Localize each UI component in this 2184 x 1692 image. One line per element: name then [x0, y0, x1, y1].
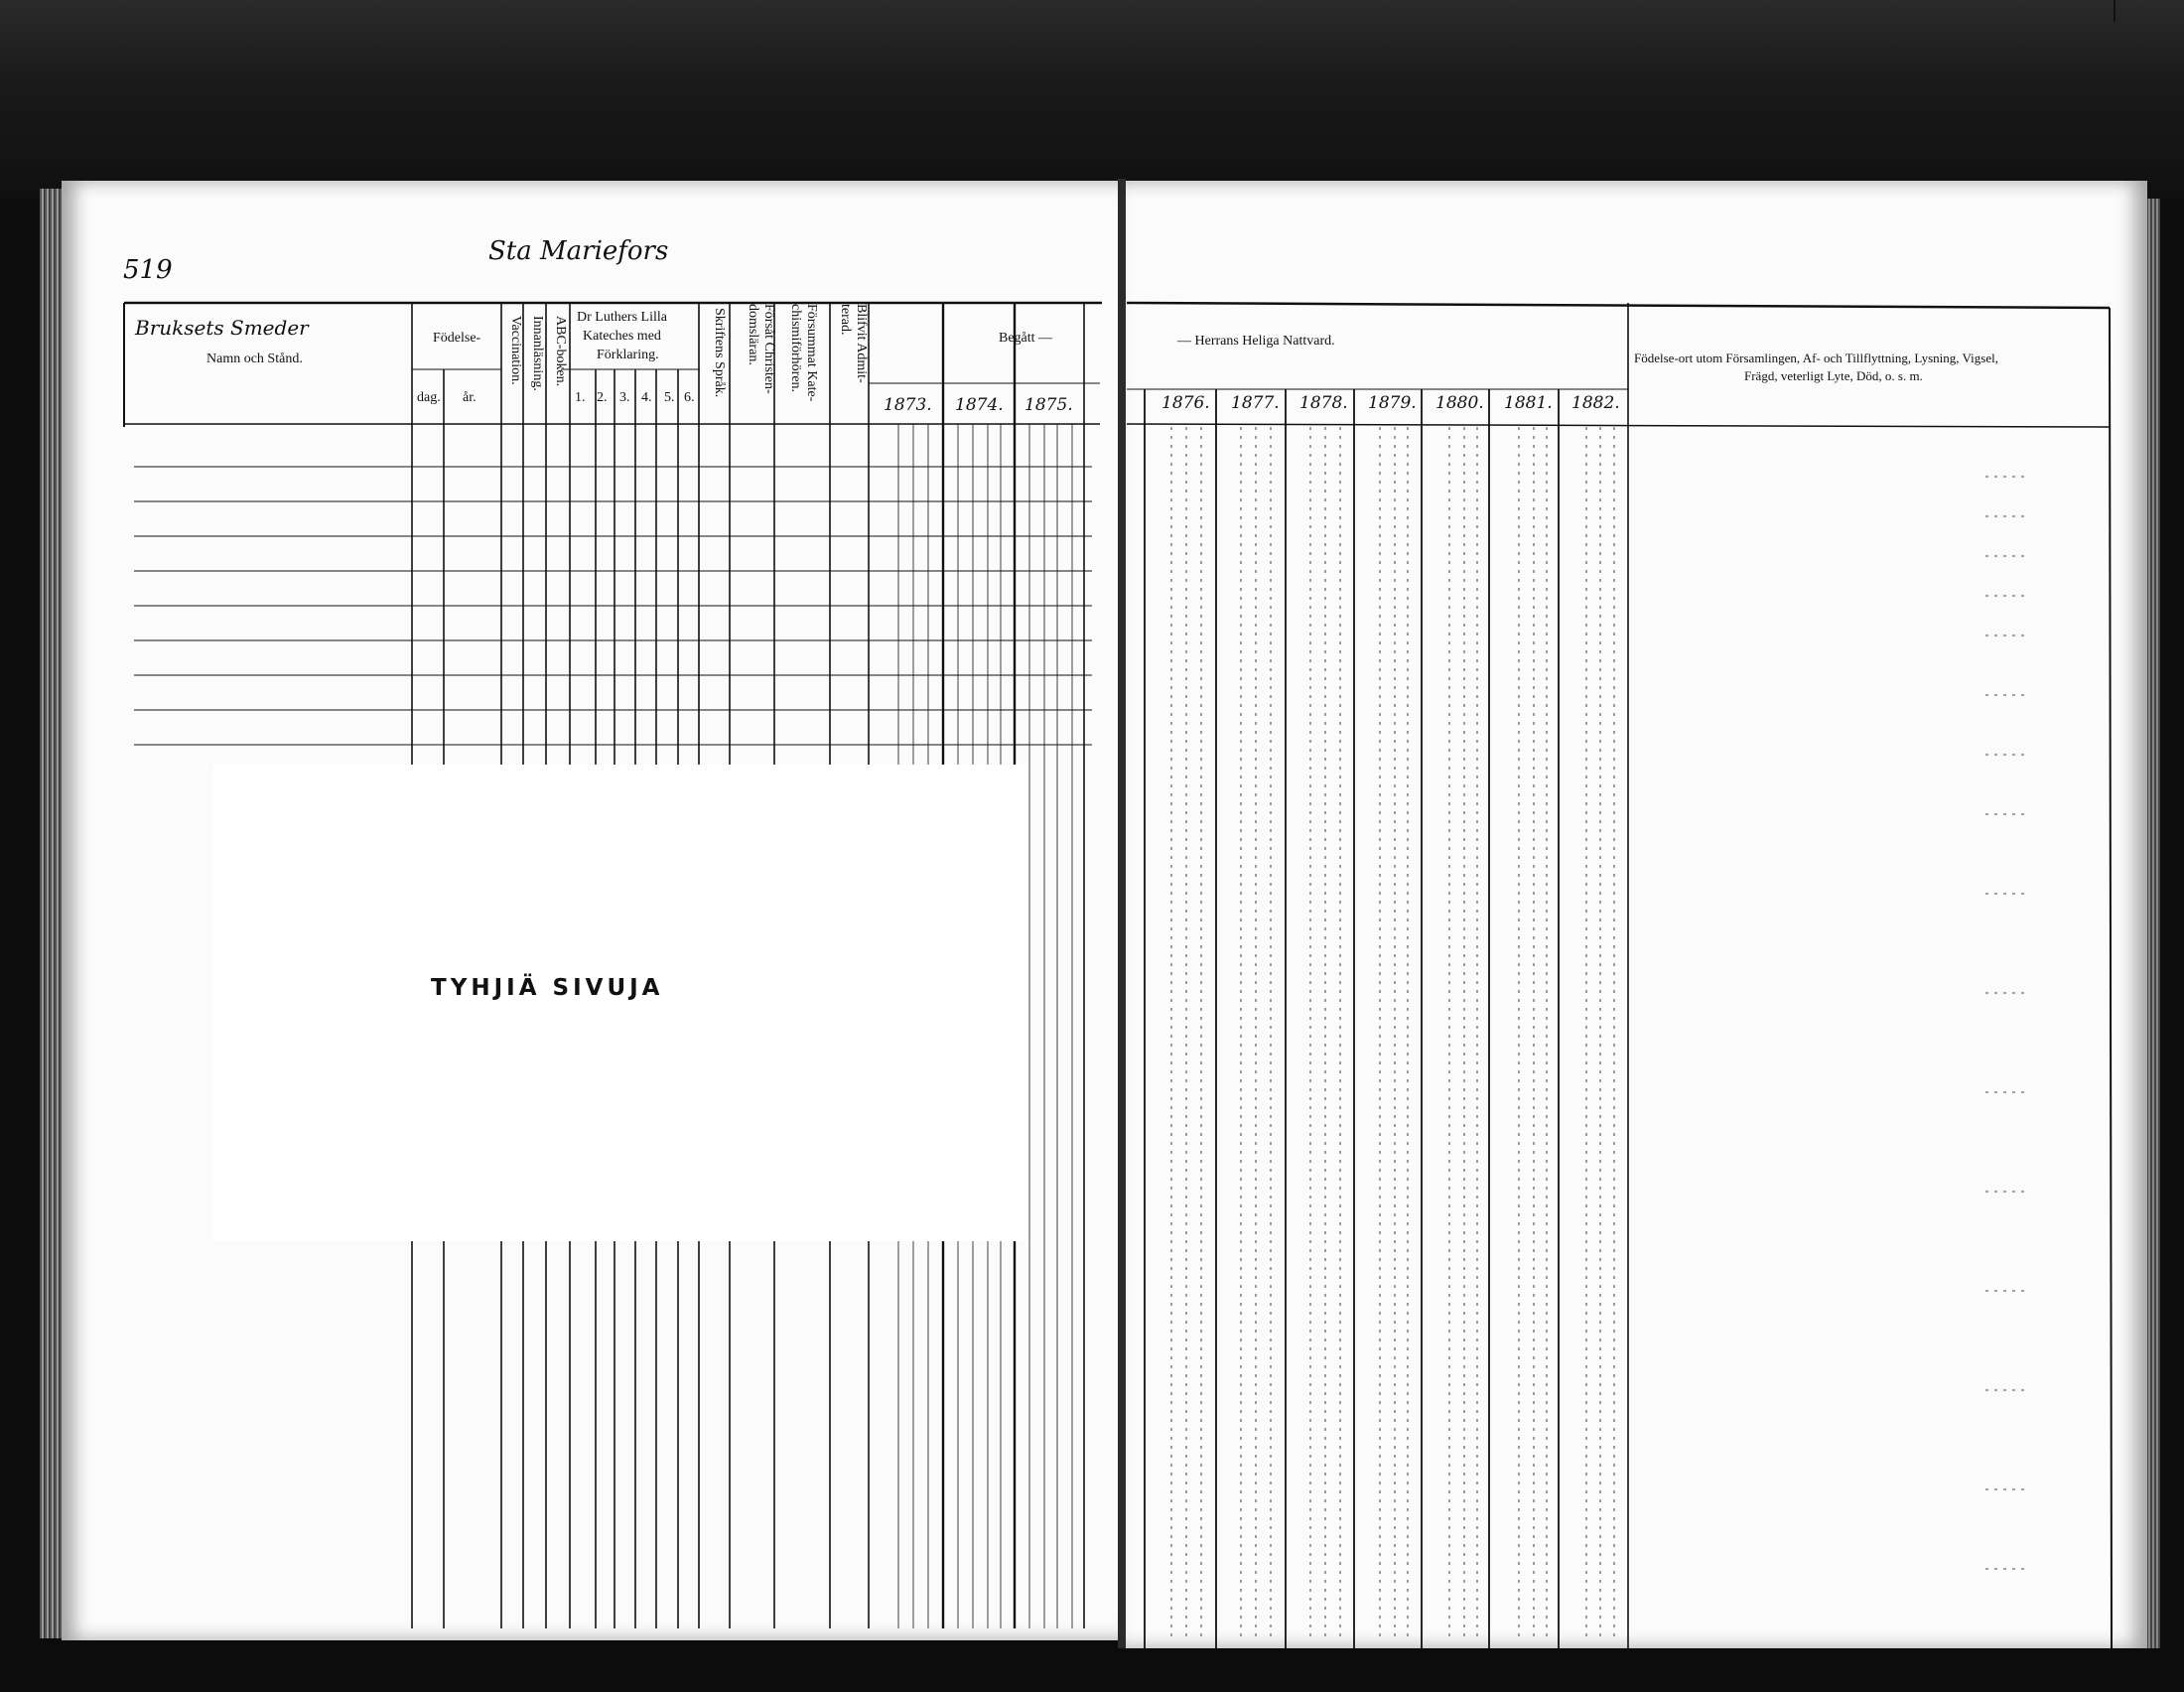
col-scripture: Skriftens Språk. — [712, 308, 727, 398]
col-luther-line2: Kateches med — [583, 329, 661, 344]
year-1882: 1882. — [1571, 393, 1620, 413]
col-remarks-line2: Frägd, veterligt Lyte, Död, o. s. m. — [1744, 368, 1923, 383]
col-communion: — Herrans Heliga Nattvard. — [1177, 334, 1335, 349]
luther-part-4: 4. — [641, 390, 652, 405]
col-attended: Begått — — [999, 331, 1053, 346]
col-catechism: Försummat Kate-chismiförhören. — [788, 304, 819, 402]
year-1874: 1874. — [955, 395, 1004, 415]
col-vaccination: Vaccination. — [508, 316, 523, 385]
luther-part-6: 6. — [684, 390, 695, 405]
year-1875: 1875. — [1024, 395, 1073, 415]
blank-pages-stamp: TYHJIÄ SIVUJA — [431, 975, 664, 1001]
col-remarks-line1: Födelse-ort utom Församlingen, Af- och Tillflyttning, Lysning, Vigsel, — [1634, 351, 1998, 365]
col-birth: Födelse- — [433, 331, 481, 346]
col-christendom: Försåt Christen-domsläran. — [746, 304, 776, 394]
year-1873: 1873. — [884, 395, 932, 415]
col-luther-line3: Förklaring. — [597, 348, 659, 362]
col-birth-day: dag. — [417, 390, 441, 405]
luther-part-3: 3. — [619, 390, 630, 405]
year-1880: 1880. — [1435, 393, 1484, 413]
blank-page-label-patch — [213, 765, 1027, 1241]
col-reading: Innanläsning. — [530, 316, 545, 391]
year-1881: 1881. — [1504, 393, 1553, 413]
col-abc: ABC-boken. — [553, 316, 568, 387]
year-1879: 1879. — [1368, 393, 1417, 413]
parish-heading: Sta Mariefors — [488, 236, 669, 266]
luther-part-1: 1. — [575, 390, 586, 405]
col-birth-year: år. — [463, 390, 477, 405]
col-name: Namn och Stånd. — [206, 352, 303, 366]
luther-part-2: 2. — [597, 390, 608, 405]
year-1876: 1876. — [1161, 393, 1210, 413]
col-admitted: Blifvit Admit-terad. — [838, 304, 869, 383]
page-number: 519 — [123, 255, 173, 285]
year-1878: 1878. — [1299, 393, 1348, 413]
household-heading: Bruksets Smeder — [135, 316, 309, 340]
luther-part-5: 5. — [664, 390, 675, 405]
col-luther-line1: Dr Luthers Lilla — [577, 310, 667, 325]
year-1877: 1877. — [1231, 393, 1280, 413]
